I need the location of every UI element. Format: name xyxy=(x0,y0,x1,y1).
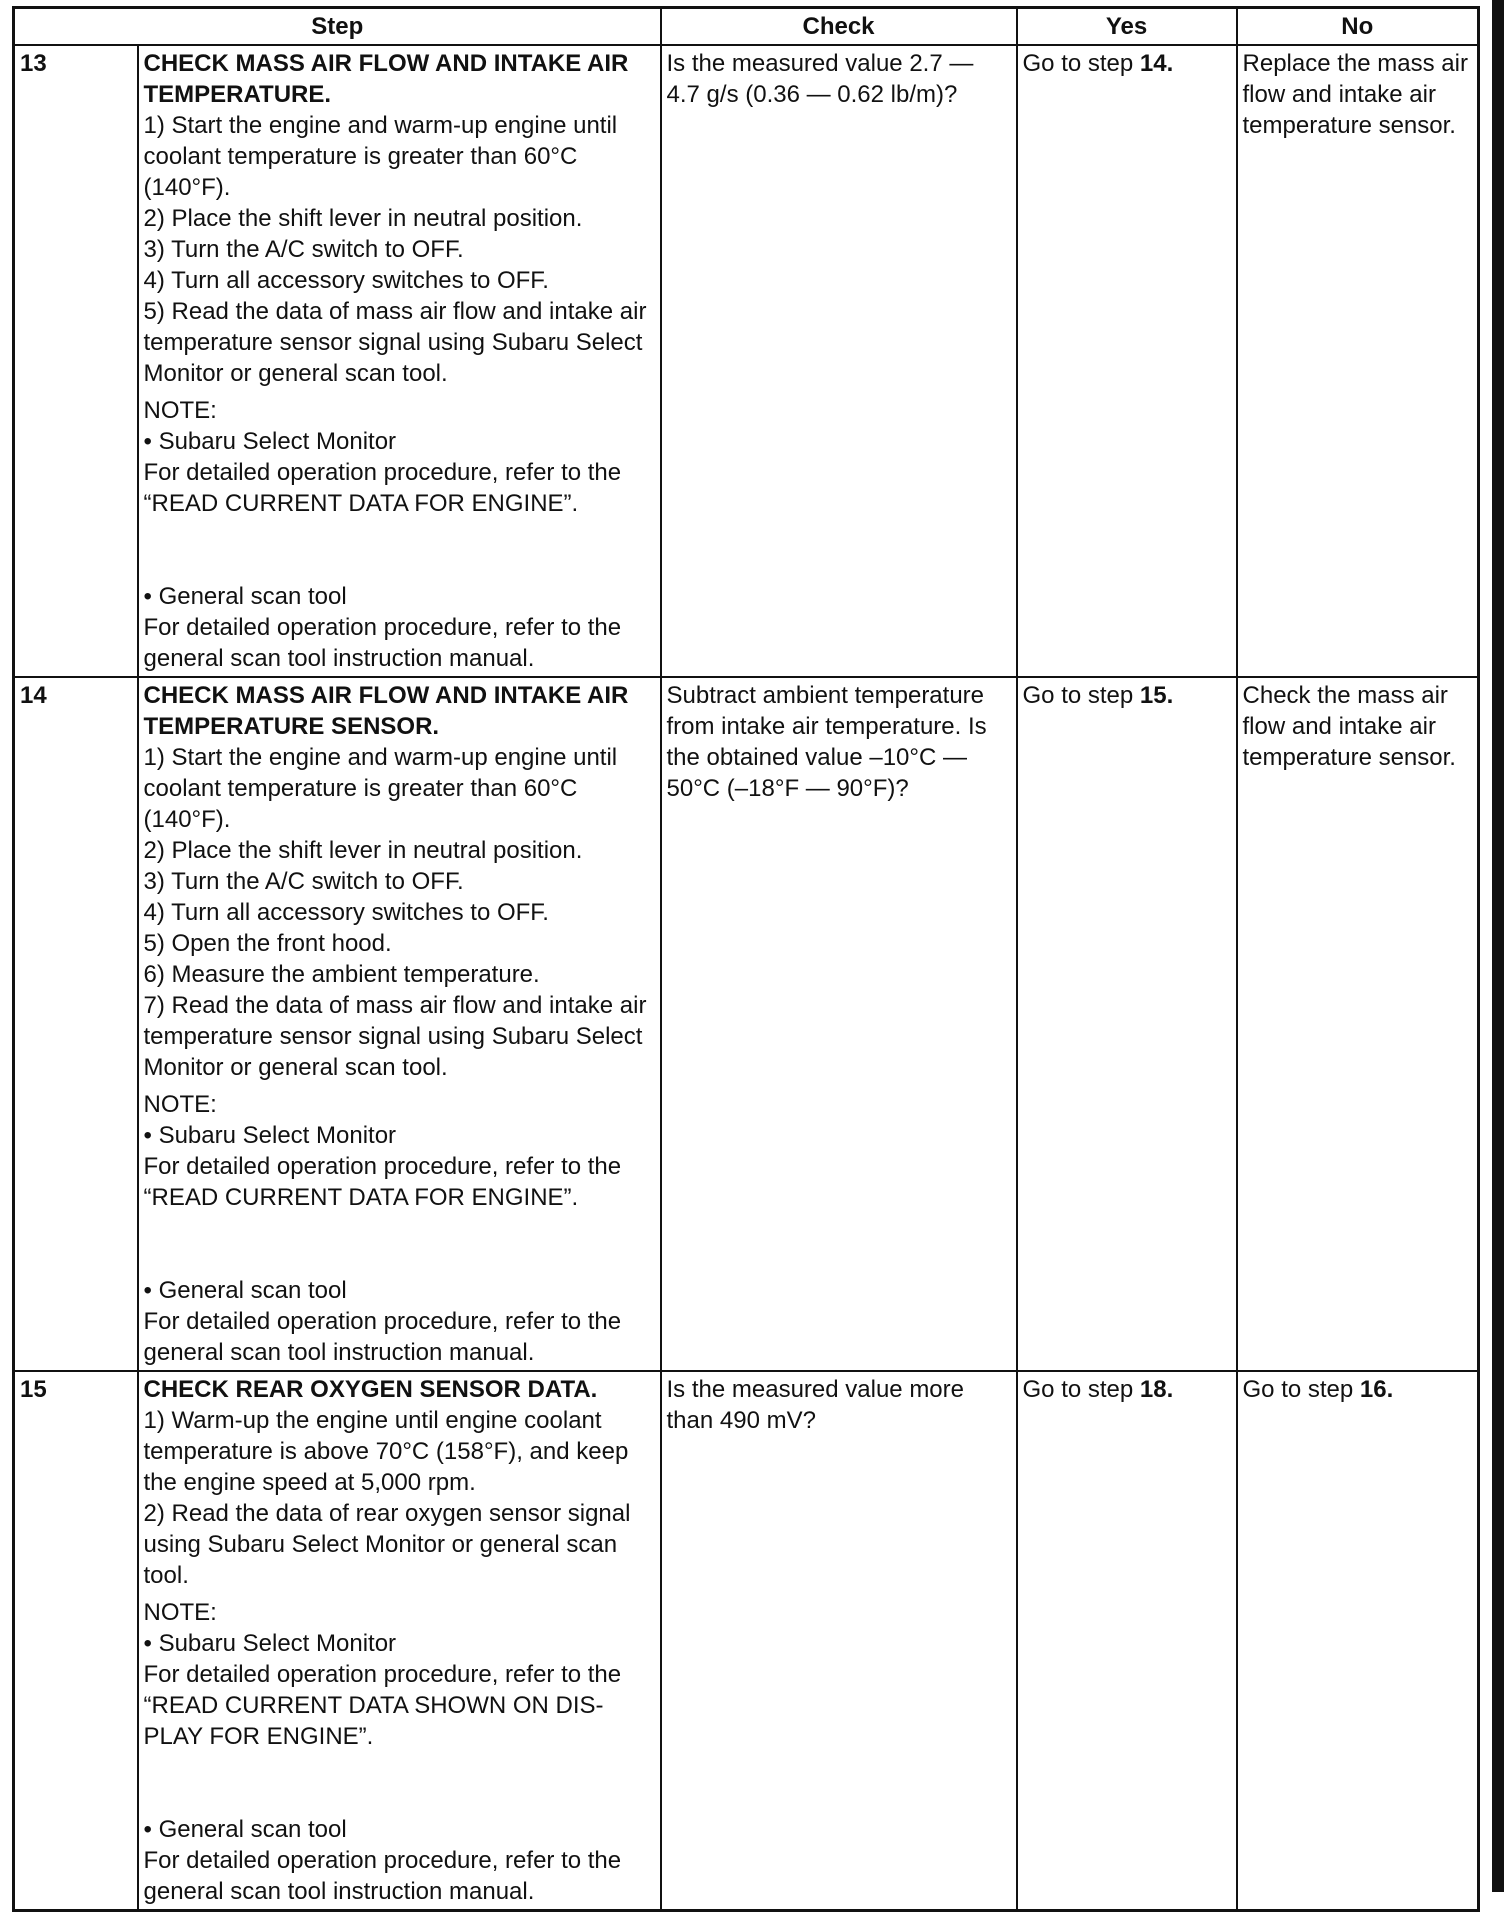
step-title: CHECK REAR OXYGEN SENSOR DATA. xyxy=(143,1376,598,1403)
diagnostic-table xyxy=(12,6,1480,1912)
note-label: NOTE: xyxy=(143,1091,217,1118)
step-instruction: 1) Start the engine and warm-up engine until coolant temperature is greater than 60°C (140°F). xyxy=(143,112,618,201)
step-instruction: 5) Open the front hood. xyxy=(143,930,392,957)
step-instruction: 6) Measure the ambient temperature. xyxy=(143,961,540,988)
note-label: NOTE: xyxy=(143,397,217,424)
check-cell: Is the measured value 2.7 — 4.7 g/s (0.36 — 0.62 lb/m)? xyxy=(661,45,1017,677)
step-instruction: 1) Start the engine and warm-up engine until coolant temperature is greater than 60°C (140°F). xyxy=(143,744,618,833)
header-no: No xyxy=(1237,8,1479,46)
note-text: For detailed operation procedure, refer to the “READ CURRENT DATA SHOWN ON DIS-PLAY FOR ENGINE”. xyxy=(143,1661,622,1750)
yes-cell xyxy=(1017,45,1237,677)
note-text: For detailed operation procedure, refer to the general scan tool instruction manual. xyxy=(143,1308,622,1366)
header-check: Check xyxy=(661,8,1017,46)
step-description xyxy=(138,677,661,1371)
note-bullet: • General scan tool xyxy=(143,1816,347,1843)
yes-cell xyxy=(1017,677,1237,1371)
note-bullet: • General scan tool xyxy=(143,583,347,610)
table-row xyxy=(14,1371,1479,1911)
note-text: For detailed operation procedure, refer to the general scan tool instruction manual. xyxy=(143,1847,622,1905)
no-cell xyxy=(1237,1371,1479,1911)
yes-cell xyxy=(1017,1371,1237,1911)
step-description xyxy=(138,1371,661,1911)
yes-text: Go to step xyxy=(1022,1376,1140,1403)
page-edge-bar xyxy=(1492,0,1504,1892)
step-description xyxy=(138,45,661,677)
table-header-row xyxy=(14,8,1479,46)
step-instruction: 2) Place the shift lever in neutral position. xyxy=(143,205,583,232)
no-text: Replace the mass air flow and intake air temperature sensor. xyxy=(1242,50,1468,139)
note-text: For detailed operation procedure, refer to the “READ CURRENT DATA FOR ENGINE”. xyxy=(143,1153,622,1211)
yes-text: Go to step xyxy=(1022,50,1140,77)
note-bullet: • Subaru Select Monitor xyxy=(143,1122,397,1149)
note-bullet: • Subaru Select Monitor xyxy=(143,1630,397,1657)
step-instruction: 1) Warm-up the engine until engine coolant temperature is above 70°C (158°F), and keep the engine speed at 5,000 rpm. xyxy=(143,1407,629,1496)
yes-step-ref: 14. xyxy=(1139,50,1174,77)
yes-step-ref: 15. xyxy=(1139,682,1174,709)
step-title: CHECK MASS AIR FLOW AND INTAKE AIR TEMPERATURE. xyxy=(143,50,629,108)
step-title: CHECK MASS AIR FLOW AND INTAKE AIR TEMPERATURE SENSOR. xyxy=(143,682,629,740)
note-text: For detailed operation procedure, refer to the “READ CURRENT DATA FOR ENGINE”. xyxy=(143,459,622,517)
check-cell: Subtract ambient temperature from intake air temperature. Is the obtained value –10°C — 50°C (–18°F — 90°F)? xyxy=(661,677,1017,1371)
step-instruction: 3) Turn the A/C switch to OFF. xyxy=(143,236,464,263)
step-instruction: 7) Read the data of mass air flow and intake air temperature sensor signal using Subaru Select Monitor or general scan tool. xyxy=(143,992,647,1081)
step-instruction: 2) Place the shift lever in neutral position. xyxy=(143,837,583,864)
check-cell: Is the measured value more than 490 mV? xyxy=(661,1371,1017,1911)
note-label: NOTE: xyxy=(143,1599,217,1626)
header-step: Step xyxy=(14,8,661,46)
no-text: Check the mass air flow and intake air temperature sensor. xyxy=(1242,682,1456,771)
step-number: 13 xyxy=(14,45,138,677)
step-instruction: 5) Read the data of mass air flow and intake air temperature sensor signal using Subaru Select Monitor or general scan tool. xyxy=(143,298,647,387)
yes-text: Go to step xyxy=(1022,682,1140,709)
note-bullet: • General scan tool xyxy=(143,1277,347,1304)
table-row xyxy=(14,45,1479,677)
step-instruction: 3) Turn the A/C switch to OFF. xyxy=(143,868,464,895)
step-number: 14 xyxy=(14,677,138,1371)
step-number: 15 xyxy=(14,1371,138,1911)
yes-step-ref: 18. xyxy=(1139,1376,1174,1403)
no-text: Go to step xyxy=(1242,1376,1360,1403)
header-yes: Yes xyxy=(1017,8,1237,46)
note-bullet: • Subaru Select Monitor xyxy=(143,428,397,455)
step-instruction: 4) Turn all accessory switches to OFF. xyxy=(143,899,549,926)
step-instruction: 4) Turn all accessory switches to OFF. xyxy=(143,267,549,294)
table-row xyxy=(14,677,1479,1371)
step-instruction: 2) Read the data of rear oxygen sensor signal using Subaru Select Monitor or general scan tool. xyxy=(143,1500,631,1589)
no-step-ref: 16. xyxy=(1359,1376,1394,1403)
no-cell xyxy=(1237,677,1479,1371)
note-text: For detailed operation procedure, refer to the general scan tool instruction manual. xyxy=(143,614,622,672)
no-cell xyxy=(1237,45,1479,677)
